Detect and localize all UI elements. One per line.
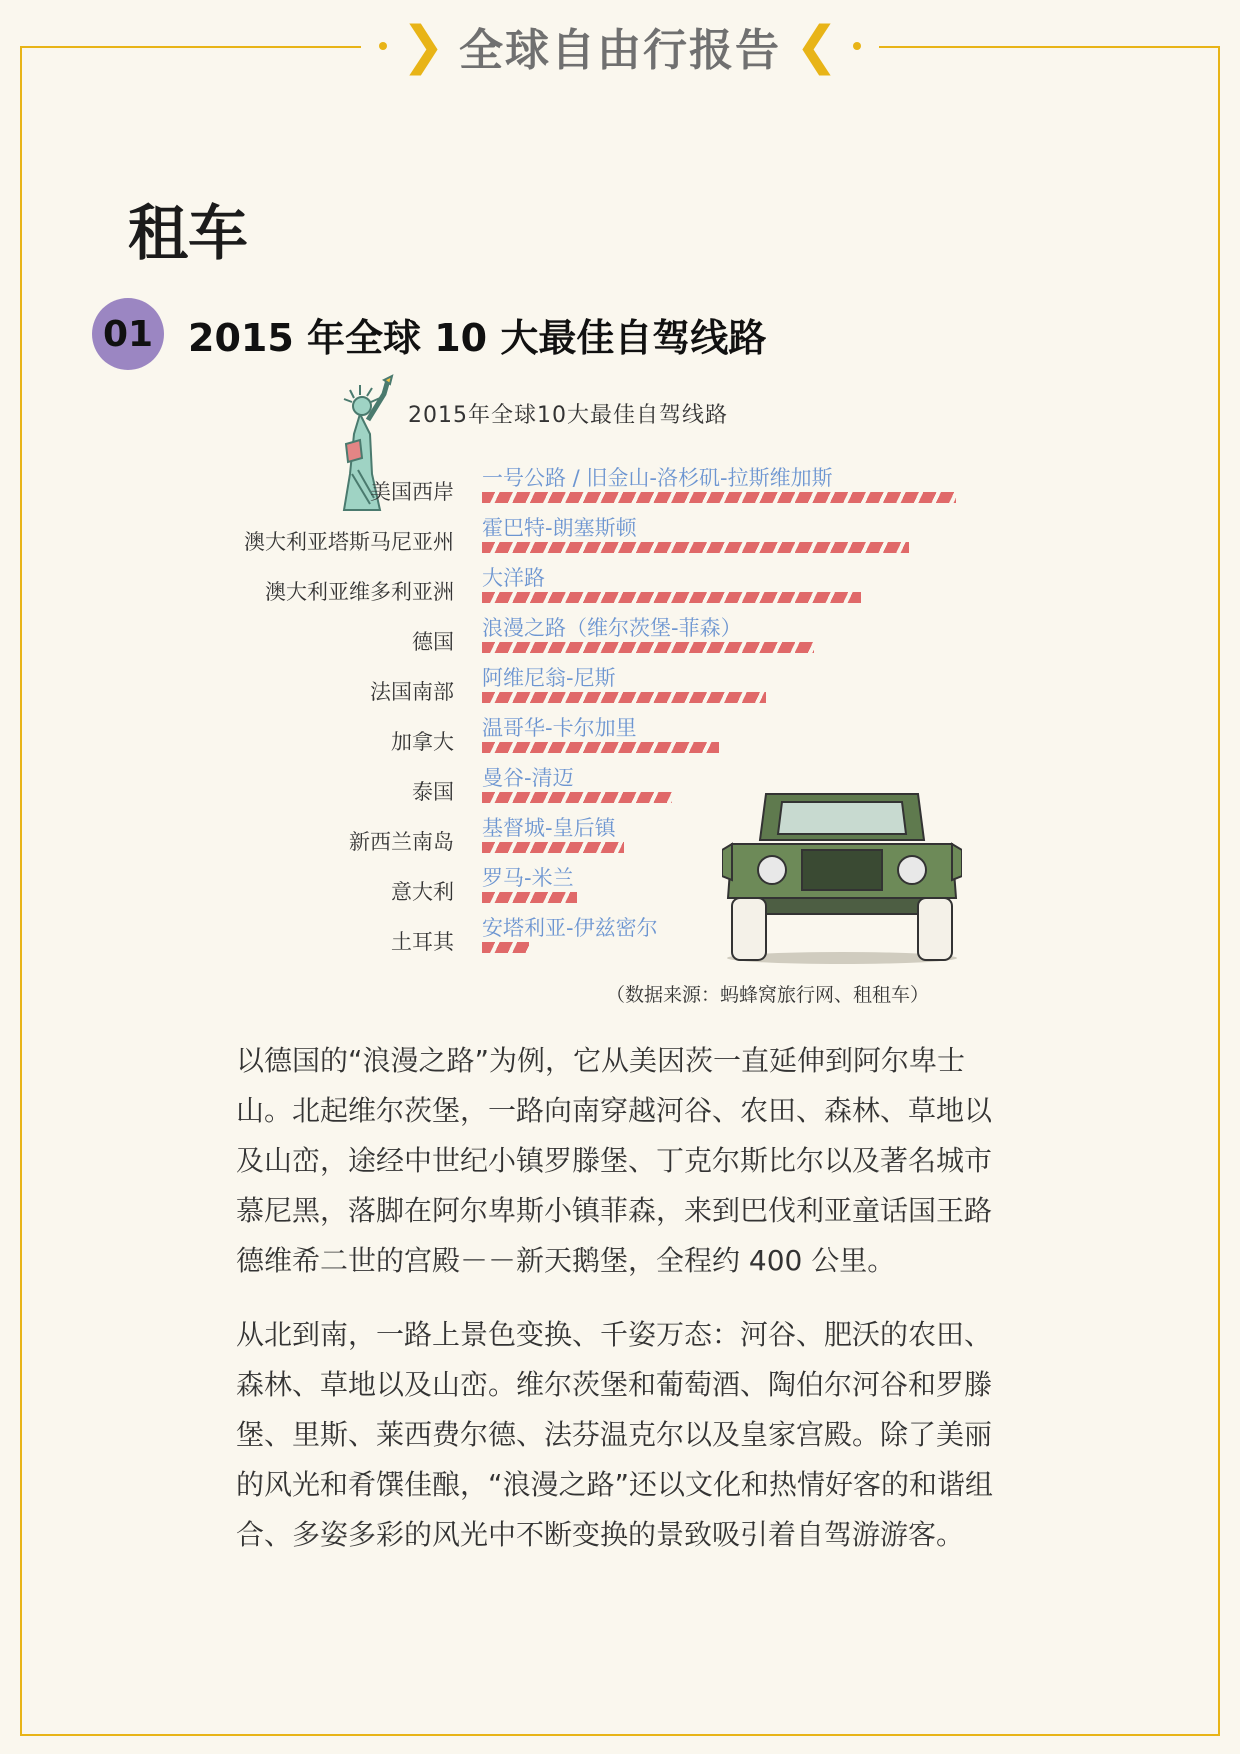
route-bar [482,642,814,653]
route-label: 基督城-皇后镇 [482,816,616,840]
region-label: 土耳其 [391,930,454,954]
chevron-right-icon: ❯ [401,16,445,76]
chevron-left-icon: ❮ [795,16,839,76]
route-bar [482,492,956,503]
route-label: 罗马-米兰 [482,866,574,890]
subsection-title: 2015 年全球 10 大最佳自驾线路 [188,315,767,360]
route-label: 安塔利亚-伊兹密尔 [482,916,658,940]
subsection-heading [92,298,766,370]
route-label: 一号公路 / 旧金山-洛杉矶-拉斯维加斯 [482,466,833,490]
route-label: 霍巴特-朗塞斯顿 [482,516,637,540]
route-label: 浪漫之路（维尔茨堡-菲森） [482,616,742,640]
region-label: 法国南部 [370,680,454,704]
route-bar [482,592,861,603]
route-label: 温哥华-卡尔加里 [482,716,637,740]
jeep-icon [722,780,962,970]
route-label: 阿维尼翁-尼斯 [482,666,616,690]
route-label: 曼谷-清迈 [482,766,574,790]
route-bar [482,742,719,753]
route-bar [482,842,624,853]
route-bar [482,942,529,953]
region-label: 澳大利亚塔斯马尼亚州 [244,530,454,554]
number-badge: 01 [92,298,164,370]
page-header [0,8,1240,84]
report-title: 全球自由行报告 [459,25,781,76]
region-label: 加拿大 [391,730,454,754]
dot-right-icon [853,42,861,50]
route-bar [482,792,672,803]
region-label: 德国 [412,630,454,654]
body-paragraph-2: 从北到南，一路上景色变换、千姿万态：河谷、肥沃的农田、森林、草地以及山峦。维尔茨堡和葡萄酒、陶伯尔河谷和罗滕堡、里斯、莱西费尔德、法芬温克尔以及皇家宫殿。除了美丽的风光和肴馔佳酿，“浪漫之路”还以文化和热情好客的和谐组合、多姿多彩的风光中不断变换的景致吸引着自驾游游客。 [236,1318,994,1551]
chart-title: 2015年全球10大最佳自驾线路 [408,403,728,428]
dot-left-icon [379,42,387,50]
region-label: 美国西岸 [370,480,454,504]
route-bar [482,692,766,703]
route-label: 大洋路 [482,566,545,590]
region-label: 新西兰南岛 [349,830,454,854]
route-bar [482,542,909,553]
header-banner [361,14,878,78]
data-source: （数据来源：蚂蜂窝旅行网、租租车） [606,984,930,1006]
section-title: 租车 [128,199,248,269]
body-paragraph-1: 以德国的“浪漫之路”为例，它从美因茨一直延伸到阿尔卑士山。北起维尔茨堡，一路向南穿越河谷、农田、森林、草地以及山峦，途经中世纪小镇罗滕堡、丁克尔斯比尔以及著名城市慕尼黑，落脚在阿尔卑斯小镇菲森，来到巴伐利亚童话国王路德维希二世的宫殿－－新天鹅堡，全程约 400 公里。 [236,1044,993,1277]
region-label: 澳大利亚维多利亚洲 [265,580,454,604]
route-bar [482,892,577,903]
region-label: 泰国 [412,780,454,804]
region-label: 意大利 [391,880,454,904]
